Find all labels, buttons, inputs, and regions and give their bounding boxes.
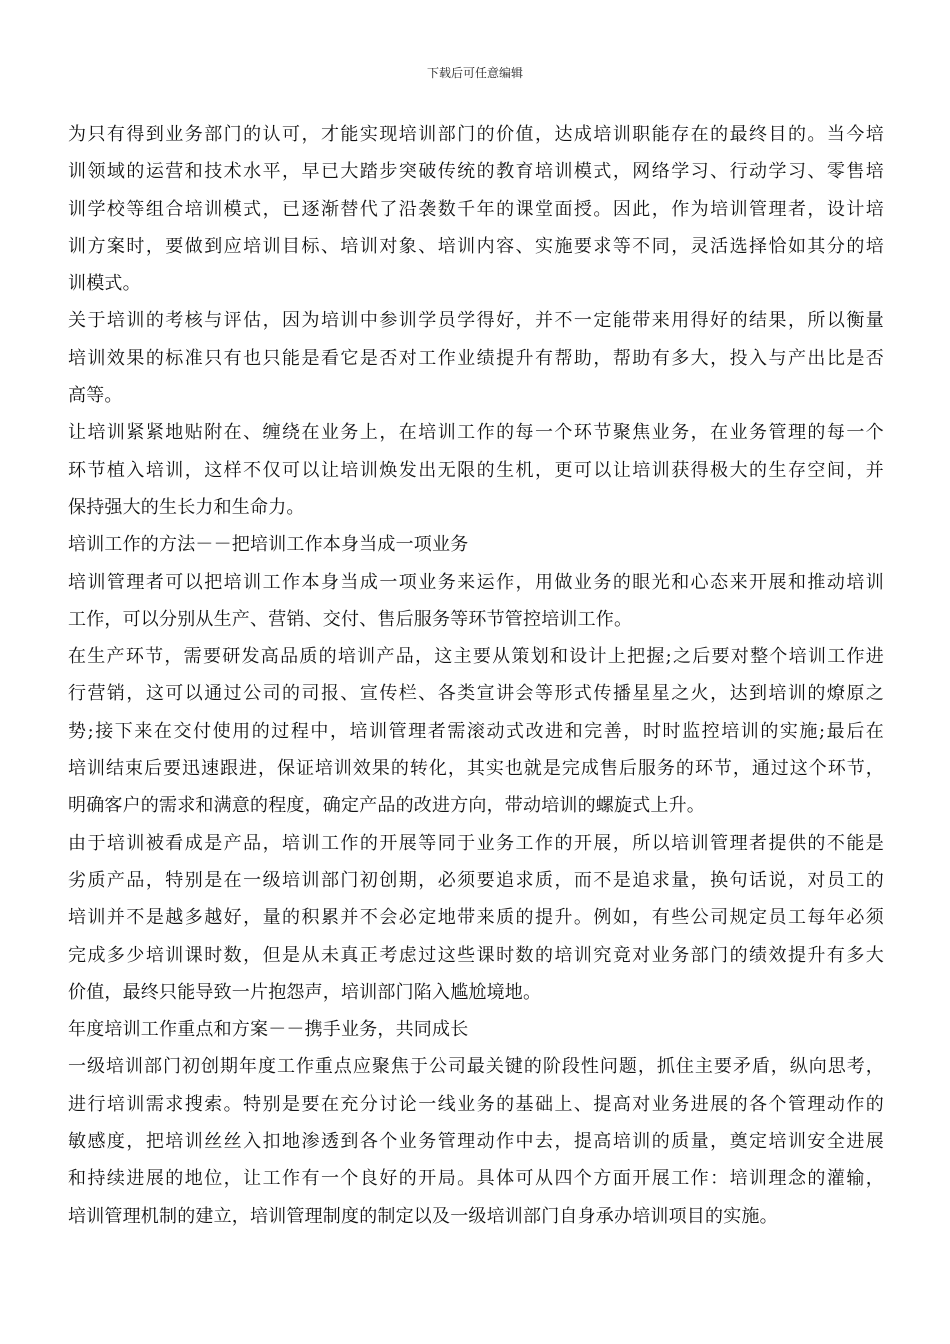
text-line: 势;接下来在交付使用的过程中，培训管理者需滚动式改进和完善，时时监控培训的实施;最后在 (68, 720, 884, 742)
text-line: 由于培训被看成是产品，培训工作的开展等同于业务工作的开展，所以培训管理者提供的不能是 (68, 832, 884, 854)
document-body (68, 116, 884, 1235)
text-line: 训方案时，要做到应培训目标、培训对象、培训内容、实施要求等不同，灵活选择恰如其分的培 (68, 235, 884, 257)
paragraph (68, 564, 884, 639)
text-line: 高等。 (68, 385, 123, 407)
text-line: 行营销，这可以通过公司的司报、宣传栏、各类宣讲会等形式传播星星之火，达到培训的燎原之 (68, 683, 884, 705)
section-heading (68, 526, 884, 563)
text-line: 在生产环节，需要研发高品质的培训产品，这主要从策划和设计上把握;之后要对整个培训工作进 (68, 646, 884, 668)
paragraph (68, 825, 884, 1011)
text-line: 培训管理者可以把培训工作本身当成一项业务来运作，用做业务的眼光和心态来开展和推动培训 (68, 571, 884, 593)
text-line: 培训并不是越多越好，量的积累并不会必定地带来质的提升。例如，有些公司规定员工每年必须 (68, 907, 884, 929)
text-line: 培训结束后要迅速跟进，保证培训效果的转化，其实也就是完成售后服务的环节，通过这个环节， (68, 758, 884, 780)
text-line: 关于培训的考核与评估，因为培训中参训学员学得好，并不一定能带来用得好的结果，所以衡量 (68, 310, 884, 332)
text-line: 为只有得到业务部门的认可，才能实现培训部门的价值，达成培训职能存在的最终目的。当今培 (68, 124, 884, 145)
text-line: 让培训紧紧地贴附在、缠绕在业务上，在培训工作的每一个环节聚焦业务，在业务管理的每一个 (68, 422, 884, 444)
heading-line: 年度培训工作重点和方案－－携手业务，共同成长 (68, 1019, 469, 1041)
paragraph (68, 414, 884, 526)
page-header: 下载后可任意编辑 (426, 66, 523, 80)
text-line: 工作，可以分别从生产、营销、交付、售后服务等环节管控培训工作。 (68, 608, 633, 630)
text-line: 训学校等组合培训模式，已逐渐替代了沿袭数千年的课堂面授。因此，作为培训管理者，设计培 (68, 198, 884, 220)
paragraph (68, 638, 884, 824)
text-line: 明确客户的需求和满意的程度，确定产品的改进方向，带动培训的螺旋式上升。 (68, 795, 705, 817)
text-line: 环节植入培训，这样不仅可以让培训焕发出无限的生机，更可以让培训获得极大的生存空间，并 (68, 459, 884, 481)
text-line: 价值，最终只能导致一片抱怨声，培训部门陷入尴尬境地。 (68, 981, 542, 1003)
text-line: 培训管理机制的建立，培训管理制度的制定以及一级培训部门自身承办培训项目的实施。 (68, 1205, 778, 1227)
text-line: 训模式。 (68, 273, 141, 295)
text-line: 进行培训需求搜索。特别是要在充分讨论一线业务的基础上、提高对业务进展的各个管理动作的 (68, 1093, 884, 1115)
text-line: 一级培训部门初创期年度工作重点应聚焦于公司最关键的阶段性问题，抓住主要矛盾，纵向思考， (68, 1056, 884, 1078)
heading-line: 培训工作的方法－－把培训工作本身当成一项业务 (68, 534, 469, 556)
text-line: 训领域的运营和技术水平，早已大踏步突破传统的教育培训模式，网络学习、行动学习、零售培 (68, 161, 884, 183)
text-line: 完成多少培训课时数，但是从未真正考虑过这些课时数的培训究竟对业务部门的绩效提升有多大 (68, 944, 884, 966)
section-heading (68, 1011, 884, 1048)
paragraph (68, 302, 884, 414)
text-line: 培训效果的标准只有也只能是看它是否对工作业绩提升有帮助，帮助有多大，投入与产出比是否 (68, 347, 884, 369)
text-line: 和持续进展的地位，让工作有一个良好的开局。具体可从四个方面开展工作：培训理念的灌输， (68, 1168, 884, 1190)
text-line: 保持强大的生长力和生命力。 (68, 496, 305, 518)
text-line: 敏感度，把培训丝丝入扣地渗透到各个业务管理动作中去，提高培训的质量，奠定培训安全进展 (68, 1131, 884, 1153)
text-line: 劣质产品，特别是在一级培训部门初创期，必须要追求质，而不是追求量，换句话说，对员工的 (68, 869, 884, 891)
paragraph (68, 1048, 884, 1234)
paragraph (68, 116, 884, 302)
